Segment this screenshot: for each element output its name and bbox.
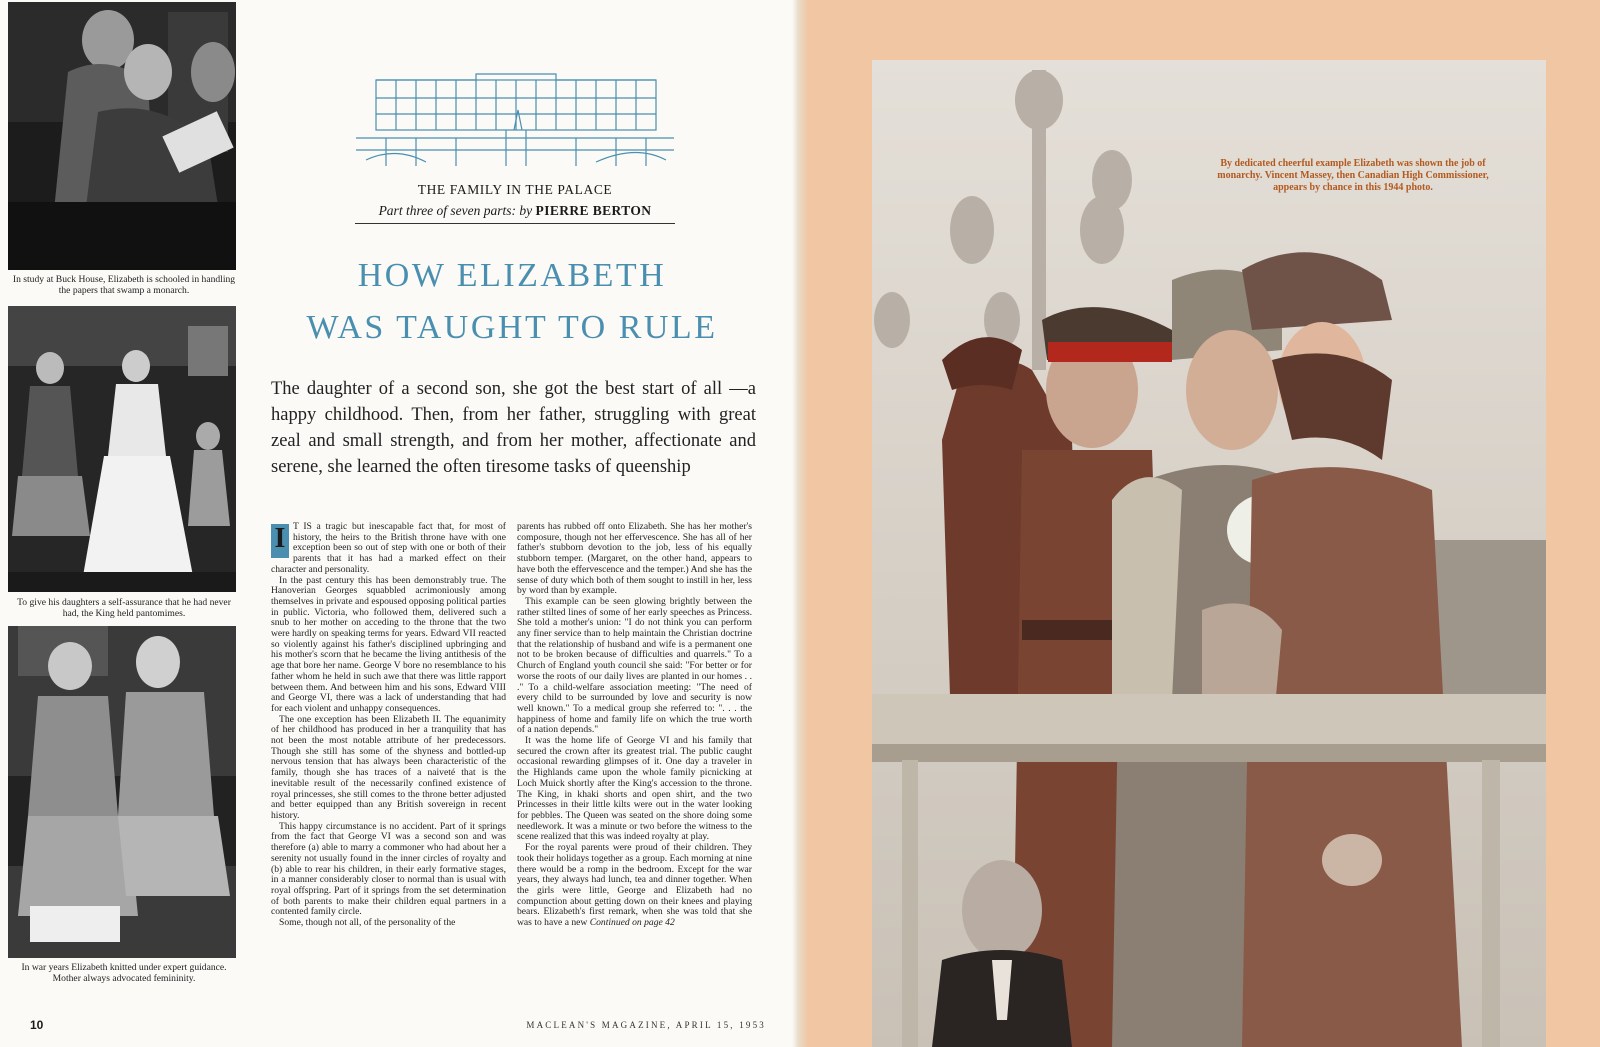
page-number: 10 bbox=[30, 1018, 44, 1032]
body-paragraph: It was the home life of George VI and his family that secured the crown after its greatest trial. The public caught occasional rewarding glimpses of it. One day a traveler in the Highlands came upon the whole family picnicking at Loch Muick shortly after the King's accession to the throne. The King, in khaki shorts and open shirt, and the two Princesses in their little kilts were out in the water looking for pebbles. The Queen was seated on the shore doing some needlework. It was a minute or two before the witness to the scene realized that this was indeed royalty at play. bbox=[517, 735, 752, 843]
body-paragraph: For the royal parents were proud of their children. They took their holidays together as a group. Each morning at nine there would be a romp in the bedroom. Except for the war years, they always had lunch, tea and dinner together. When the girls were little, George and Elizabeth had no compunction about getting down on their knees and playing bears. Elizabeth's first remark, when she was told that she was to have a new Continued on page 42 bbox=[517, 842, 752, 929]
photo-pantomime bbox=[8, 306, 236, 592]
body-paragraph: I T IS a tragic but inescapable fact that, for most of history, the heirs to the British throne have with one exception been so out of step with one or both of their parents that it has had a marked effect on their character and personality. bbox=[271, 521, 506, 575]
caption-knitting: In war years Elizabeth knitted under expert guidance. Mother always advocated femininity. bbox=[21, 962, 227, 984]
series-title: THE FAMILY IN THE PALACE bbox=[417, 182, 613, 197]
byline-by: by bbox=[519, 203, 533, 218]
running-footer: MACLEAN'S MAGAZINE, APRIL 15, 1953 bbox=[526, 1020, 766, 1030]
deck-paragraph: The daughter of a second son, she got the best start of all —a happy childhood. Then, from her father, struggling with great zeal and small strength, and from her mother, affectionate and serene, she learned the often tiresome tasks of queenship bbox=[271, 379, 756, 477]
palace-illustration bbox=[356, 70, 674, 170]
photo-knitting bbox=[8, 626, 236, 958]
page-gutter bbox=[792, 0, 808, 1047]
byline-part: Part three of seven parts: bbox=[378, 203, 517, 218]
body-paragraph: parents has rubbed off onto Elizabeth. She has her mother's composure, though not her effervescence. She has all of her father's stubborn devotion to the job, less of his equally stubborn temper. (Margaret, on the other hand, appears to have both the effervescence and the temper.) And she has the sense of duty which both of them sought to instill in her, less by word than by example. bbox=[517, 521, 752, 597]
caption-study: In study at Buck House, Elizabeth is schooled in handling the papers that swamp a monarch. bbox=[12, 274, 236, 296]
body-column-1 bbox=[271, 522, 506, 929]
body-paragraph: The one exception has been Elizabeth II. The equanimity of her childhood has produced in her a tranquility that has not been the most notable attribute of her predecessors. Though she still has some of the shyness and bottled-up nervous tension that has always been characteristic of the family, though she has traces of a naiveté that is the inevitable result of the necessarily confined existence of royal princesses, she still comes to the throne better adjusted and better equipped than any British sovereign in recent history. bbox=[271, 713, 506, 821]
headline-line1: HOW ELIZABETH bbox=[357, 257, 667, 294]
caption-pantomime: To give his daughters a self-assurance that he had never had, the King held pantomimes. bbox=[17, 597, 231, 619]
body-paragraph: Some, though not all, of the personality of the bbox=[279, 917, 456, 929]
body-paragraph: In the past century this has been demonstrably true. The Hanoverian Georges squabbled acrimoniously among themselves in private and espoused opposing political parties in public. Victoria, who followed them, delivered such a snub to her mother on acceding to the throne that the two were hardly on speaking terms for years. Edward VII reacted so violently against his father's disciplined upbringing and his mother's scorn that he became the living antithesis of the age that bore her name. George V bore no resemblance to his father whom he held in such awe that there was little rapport between them. And between him and his sons, Edward VIII and George VI, there was a lack of understanding that had for each violent and unhappy consequences. bbox=[271, 574, 506, 714]
continued-line: Continued on page 42 bbox=[589, 917, 675, 929]
royal-family-photo bbox=[872, 60, 1546, 1047]
author-name: PIERRE BERTON bbox=[535, 203, 652, 218]
byline bbox=[355, 203, 675, 224]
body-paragraph: This happy circumstance is no accident. Part of it springs from the fact that George VI was a second son and was therefore (a) able to marry a commoner who had about her a serenity not usually found in the inner circles of royalty and (b) able to rear his children, in their early formative stages, in a manner considerably closer to normal than is usual with royal offspring. Part of it springs from the set determination of both parents to make their children equal partners in a contented family circle. bbox=[271, 820, 506, 918]
body-column-2 bbox=[517, 522, 752, 929]
headline bbox=[262, 250, 762, 354]
drop-cap: I bbox=[271, 524, 289, 558]
body-paragraph: This example can be seen glowing brightly between the rather stilted lines of some of her early speeches as Princess. She told a mother's union: "I do not think you can perform any finer service than to help maintain the Christian doctrine that the relationship of husband and wife is a permanent one not to be broken because of difficulties and quarrels." To a Church of England youth council she said: "For better or for worse the roots of our daily lives are planted in our homes . . ." To a child-welfare association meeting: "The need of every child to be surrounded by love and security is now well known." To a medical group she referred to: ". . . the happiness of home and family life on which the true worth of a nation depends." bbox=[517, 595, 752, 736]
photo-study bbox=[8, 2, 236, 270]
right-caption: By dedicated cheerful example Elizabeth was shown the job of monarchy. Vincent Massey, then Canadian High Commissioner, appears by chance in this 1944 photo. bbox=[1217, 158, 1489, 193]
headline-line2: WAS TAUGHT TO RULE bbox=[306, 309, 718, 346]
